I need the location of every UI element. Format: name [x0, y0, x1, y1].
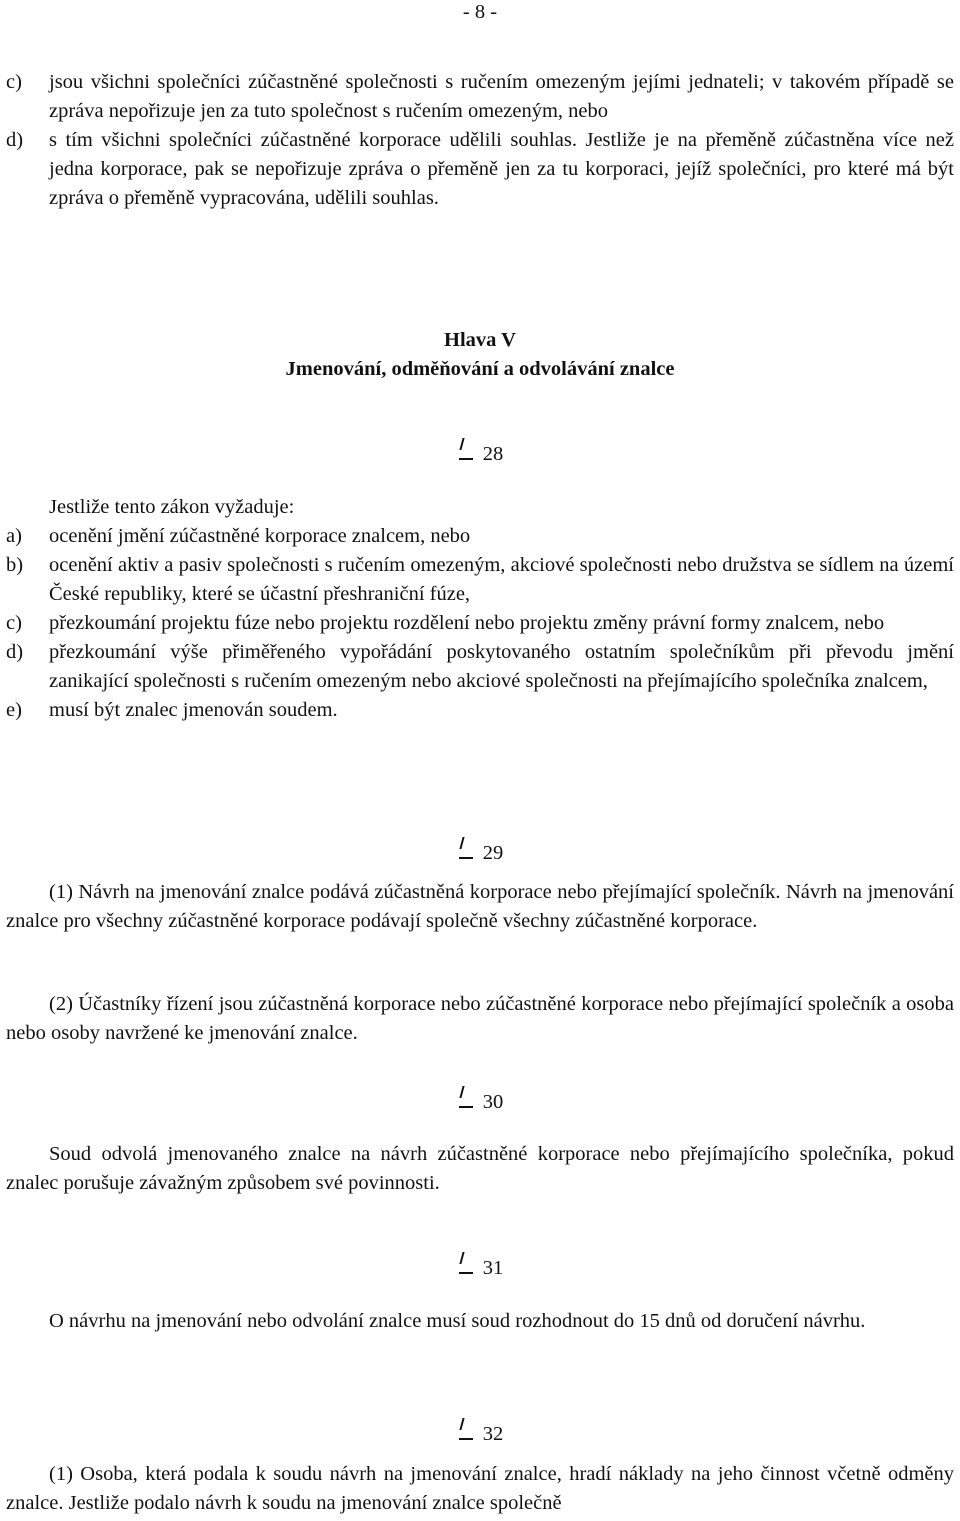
- page-number: - 8 -: [462, 1, 498, 23]
- list-item: [6, 68, 954, 126]
- list-item-text: jsou všichni společníci zúčastněné společnosti s ručením omezeným jejími jednateli; v takovém případě se zpráva nepořizuje jen za tuto společnost s ručením omezeným, nebo: [49, 71, 954, 122]
- chapter-title: Hlava V: [444, 329, 516, 351]
- list-item-text: přezkoumání projektu fúze nebo projektu rozdělení nebo projektu změny právní formy znalcem, nebo: [49, 612, 885, 634]
- list-item: [6, 551, 954, 609]
- paragraph: [6, 878, 954, 936]
- section-number: 30: [482, 1091, 504, 1113]
- list-item-text: s tím všichni společníci zúčastněné korporace udělili souhlas. Jestliže je na přeměně zúčastněna více než jedna korporace, pak se nepořizuje zpráva o přeměně jen za tu korporaci, jejíž společníci, pro které má být zpráva o přeměně vypracována, udělili souhlas.: [49, 129, 954, 209]
- paragraph: [6, 1140, 954, 1198]
- list-item-text: ocenění aktiv a pasiv společnosti s ručením omezeným, akciové společnosti nebo družstva se sídlem na území České republiky, které se účastní přeshraniční fúze,: [49, 554, 954, 605]
- list-item-label: a): [6, 525, 22, 547]
- section-sign-icon: [457, 837, 475, 863]
- paragraph-text: O návrhu na jmenování nebo odvolání znalce musí soud rozhodnout do 15 dnů od doručení návrhu.: [49, 1310, 866, 1332]
- section-sign-icon: [457, 1418, 475, 1444]
- list-item: [6, 609, 954, 638]
- section-number: 32: [482, 1423, 504, 1445]
- section-number: 28: [482, 443, 504, 465]
- list-item: [6, 522, 954, 551]
- list-item-label: d): [6, 641, 24, 663]
- section-number: 29: [482, 842, 504, 864]
- paragraph-text: (2) Účastníky řízení jsou zúčastněná korporace nebo zúčastněné korporace nebo přejímající společník a osoba nebo osoby navržené ke jmenování znalce.: [6, 993, 954, 1044]
- section-intro: Jestliže tento zákon vyžaduje:: [49, 496, 295, 518]
- section-sign-icon: [457, 1086, 475, 1112]
- section-heading-32: [0, 1418, 960, 1449]
- top-list: [6, 68, 954, 213]
- paragraph-text: Soud odvolá jmenovaného znalce na návrh zúčastněné korporace nebo přejímajícího společníka, pokud znalec porušuje závažným způsobem své povinnosti.: [6, 1143, 954, 1194]
- section-heading-31: [0, 1252, 960, 1283]
- list-item-label: c): [6, 612, 22, 634]
- section-number: 31: [482, 1257, 504, 1279]
- paragraph: [6, 1460, 954, 1518]
- list-item-label: b): [6, 554, 24, 576]
- section-heading-30: [0, 1086, 960, 1117]
- list-item: [6, 126, 954, 213]
- paragraph-text: (1) Osoba, která podala k soudu návrh na jmenování znalce, hradí náklady na jeho činnost včetně odměny znalce. Jestliže podalo návrh k soudu na jmenování znalce společně: [6, 1463, 954, 1514]
- section-heading-28: [0, 438, 960, 469]
- list-item: [6, 638, 954, 696]
- section-heading-29: [0, 837, 960, 868]
- paragraph: [6, 990, 954, 1048]
- list-item-label: c): [6, 71, 22, 93]
- list-item-text: přezkoumání výše přiměřeného vypořádání poskytovaného ostatním společníkům při převodu jmění zanikající společnosti s ručením omezeným nebo akciové společnosti na přejímajícího společníka znalcem,: [49, 641, 954, 692]
- paragraph-text: (1) Návrh na jmenování znalce podává zúčastněná korporace nebo přejímající společník. Návrh na jmenování znalce pro všechny zúčastněné korporace podávají společně všechny zúčastněné korporace.: [6, 881, 954, 932]
- section-28-list: [6, 522, 954, 725]
- section-sign-icon: [457, 1252, 475, 1278]
- list-item: [6, 696, 954, 725]
- list-item-label: e): [6, 699, 22, 721]
- paragraph: [6, 1307, 954, 1336]
- list-item-text: ocenění jmění zúčastněné korporace znalcem, nebo: [49, 525, 471, 547]
- list-item-text: musí být znalec jmenován soudem.: [49, 699, 338, 721]
- chapter-subtitle: Jmenování, odměňování a odvolávání znalce: [285, 358, 675, 380]
- section-sign-icon: [457, 438, 475, 464]
- list-item-label: d): [6, 129, 24, 151]
